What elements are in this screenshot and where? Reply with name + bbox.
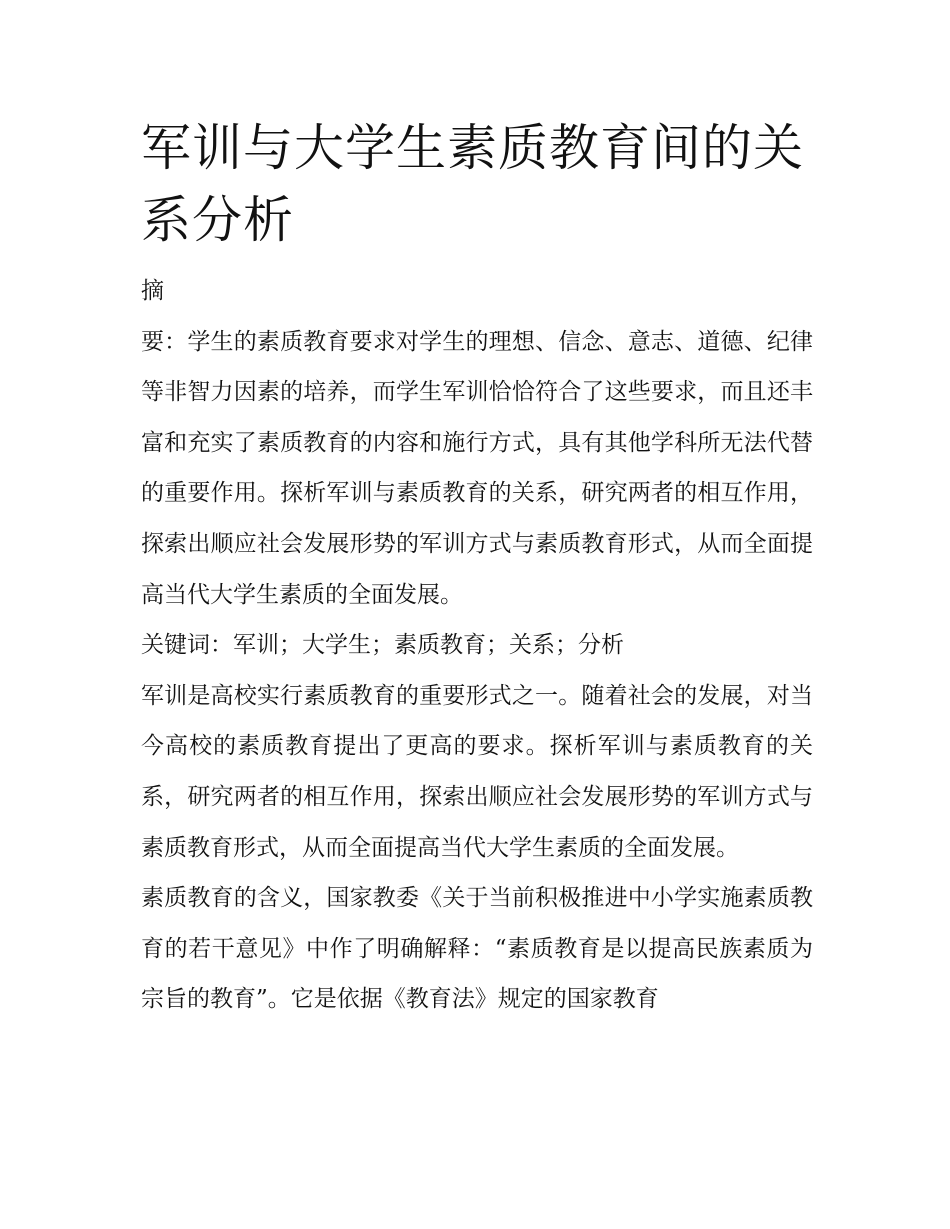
keywords-line: 关键词：军训；大学生；素质教育；关系；分析 [141, 632, 624, 659]
body-paragraph: 军训是高校实行素质教育的重要形式之一。随着社会的发展，对当今高校的素质教育提出了更高的要求。探析军训与素质教育的关系，研究两者的相互作用，探索出顺应社会发展形势的军训方式与素质教育形式，从而全面提高当代大学生素质的全面发展。 [141, 682, 813, 861]
document-page [141, 112, 813, 1025]
document-title: 军训与大学生素质教育间的关系分析 [141, 119, 804, 249]
abstract-label: 摘 [141, 278, 164, 304]
body-paragraph: 素质教育的含义，国家教委《关于当前积极推进中小学实施素质教育的若干意见》中作了明确解释：“素质教育是以提高民族素质为宗旨的教育”。它是依据《教育法》规定的国家教育 [141, 885, 813, 1013]
abstract-text: 要：学生的素质教育要求对学生的理想、信念、意志、道德、纪律等非智力因素的培养，而学生军训恰恰符合了这些要求，而且还丰富和充实了素质教育的内容和施行方式，具有其他学科所无法代替的重要作用。探析军训与素质教育的关系，研究两者的相互作用，探索出顺应社会发展形势的军训方式与素质教育形式，从而全面提高当代大学生素质的全面发展。 [141, 328, 813, 608]
